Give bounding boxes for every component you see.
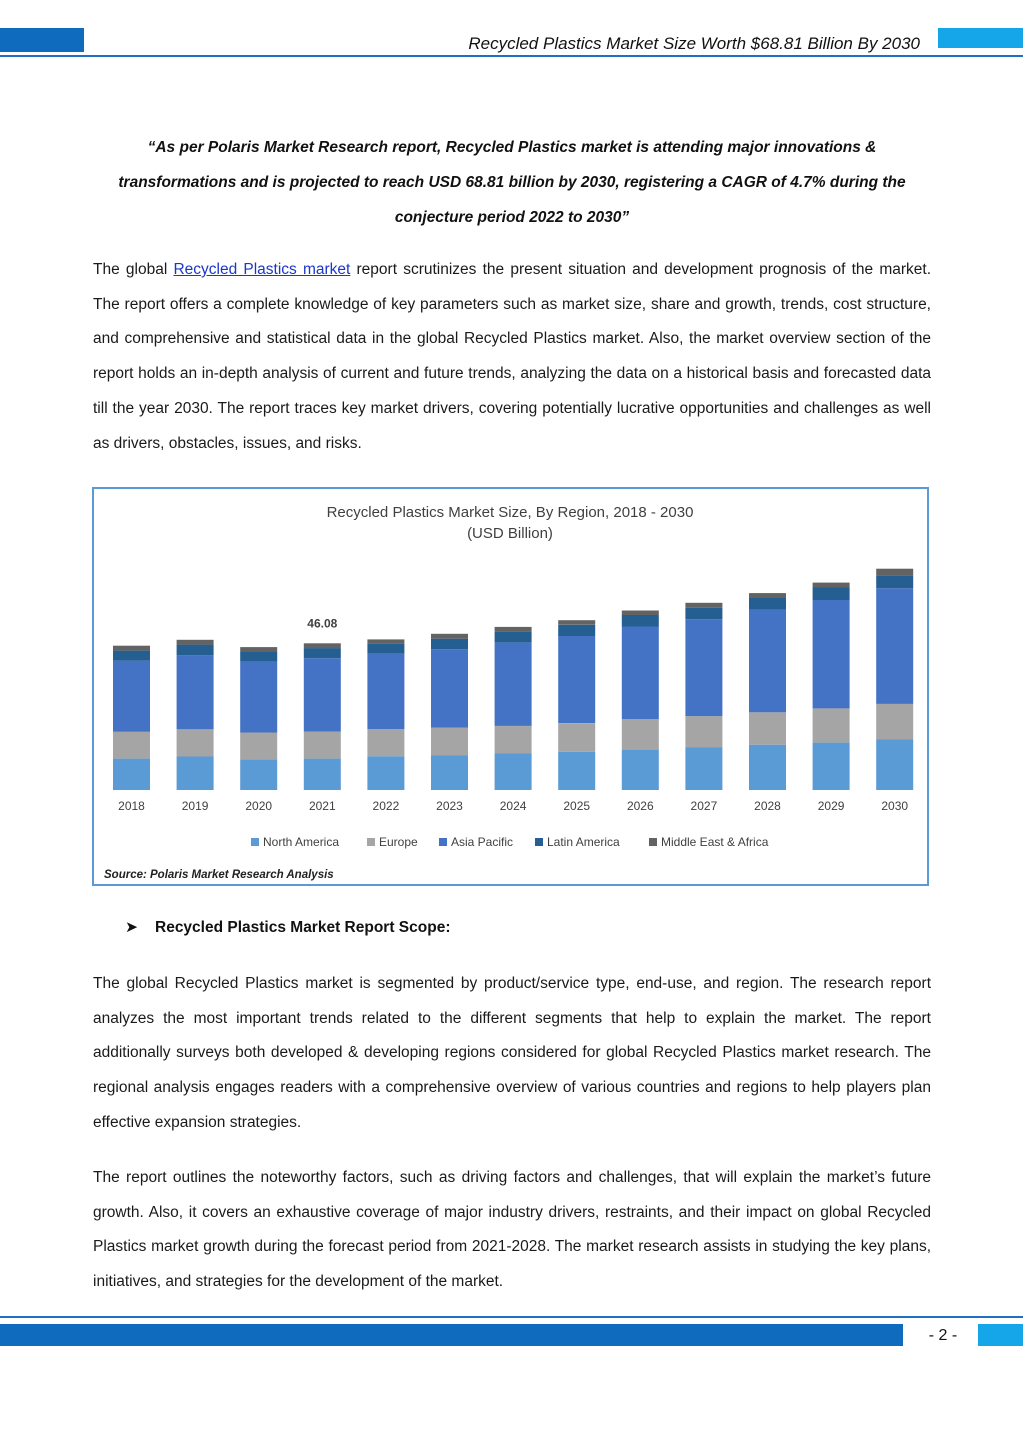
bar-2021-0 (304, 759, 341, 790)
x-tick-label: 2027 (690, 799, 718, 813)
legend-swatch (367, 838, 375, 846)
header-right-bar (938, 28, 1023, 48)
legend-label: Latin America (547, 835, 620, 849)
bar-2027-2 (685, 619, 722, 716)
bar-2029-3 (813, 588, 850, 601)
bar-2029-0 (813, 743, 850, 790)
footer-right-bar (978, 1324, 1023, 1346)
bar-2019-4 (177, 640, 214, 645)
bar-2025-4 (558, 620, 595, 625)
bar-2021-2 (304, 658, 341, 732)
header-rule (0, 55, 1023, 57)
bar-2026-4 (622, 611, 659, 616)
bar-2028-0 (749, 745, 786, 790)
bar-2018-3 (113, 651, 150, 661)
x-tick-label: 2025 (563, 799, 591, 813)
scope-heading (125, 918, 450, 937)
bar-2020-0 (240, 759, 277, 790)
market-link[interactable]: Recycled Plastics market (173, 261, 351, 278)
legend-label: Middle East & Africa (661, 835, 769, 849)
footer-rule (0, 1316, 1023, 1318)
arrow-bullet-icon: ➤ (125, 919, 138, 936)
bar-2023-2 (431, 649, 468, 727)
bar-2022-4 (367, 639, 404, 644)
scope-paragraph-1: The global Recycled Plastics market is segmented by product/service type, end-use, and region. The research report analyzes the most important trends related to the different segments that help to explain the market. The report additionally surveys both developed & developing regions considered for global Recycled Plastics market research. The regional analysis engages readers with a comprehensive overview of various countries and regions to help players plan effective expansion strategies. (93, 975, 931, 1131)
bar-2024-0 (495, 753, 532, 790)
bar-2020-3 (240, 652, 277, 661)
bar-2027-1 (685, 716, 722, 747)
bar-2023-4 (431, 634, 468, 639)
bar-2026-0 (622, 750, 659, 790)
bar-2019-3 (177, 645, 214, 656)
bar-2025-2 (558, 636, 595, 723)
bar-2023-3 (431, 639, 468, 650)
bar-2026-3 (622, 615, 659, 627)
bar-2023-0 (431, 755, 468, 790)
bar-2024-4 (495, 627, 532, 632)
scope-heading-text: Recycled Plastics Market Report Scope: (155, 919, 451, 936)
scope-paragraph-2: The report outlines the noteworthy factors, such as driving factors and challenges, that will explain the market’s future growth. Also, it covers an exhaustive coverage of major industry drivers, restraints, and their impact on global Recycled Plastics market growth during the forecast period from 2021-2028. The market research assists in studying the key plans, initiatives, and strategies for the development of the market. (93, 1169, 931, 1291)
header-left-bar (0, 28, 84, 52)
x-tick-label: 2020 (245, 799, 273, 813)
bar-2030-2 (876, 588, 913, 704)
page-number: - 2 - (928, 1327, 958, 1344)
bar-2019-2 (177, 655, 214, 729)
bar-2030-0 (876, 740, 913, 791)
bar-2022-2 (367, 654, 404, 729)
bar-2026-1 (622, 719, 659, 749)
chart-frame (92, 487, 929, 886)
legend-label: Asia Pacific (451, 835, 514, 849)
bar-2022-0 (367, 756, 404, 790)
bar-2029-4 (813, 583, 850, 588)
bar-2020-4 (240, 647, 277, 652)
x-tick-label: 2026 (626, 799, 654, 813)
highlight-quote: “As per Polaris Market Research report, Recycled Plastics market is attending major innovations & transformations and is projected to reach USD 68.81 billion by 2030, registering a CAGR of 4.7% during the conjecture period 2022 to 2030” (118, 139, 906, 226)
chart-subtitle: (USD Billion) (467, 525, 553, 542)
bar-2021-1 (304, 732, 341, 759)
bar-2025-0 (558, 752, 595, 790)
x-tick-label: 2030 (881, 799, 909, 813)
header-title: Recycled Plastics Market Size Worth $68.81 Billion By 2030 (468, 34, 920, 53)
legend-label: Europe (379, 835, 418, 849)
bar-2018-4 (113, 646, 150, 651)
bar-2027-4 (685, 603, 722, 608)
bar-2030-1 (876, 704, 913, 740)
bar-2029-2 (813, 600, 850, 708)
intro-paragraph (93, 253, 931, 461)
bar-2018-0 (113, 759, 150, 790)
bar-2018-1 (113, 732, 150, 759)
x-tick-label: 2028 (754, 799, 781, 813)
bar-2020-2 (240, 661, 277, 733)
x-tick-label: 2024 (499, 799, 527, 813)
bar-2021-4 (304, 643, 341, 648)
bar-2028-2 (749, 610, 786, 713)
data-label: 46.08 (307, 616, 338, 631)
bar-2021-3 (304, 648, 341, 658)
legend-swatch (535, 838, 543, 846)
bar-2028-3 (749, 598, 786, 610)
chart-source: Source: Polaris Market Research Analysis (104, 869, 334, 881)
bar-2024-1 (495, 726, 532, 753)
x-tick-label: 2018 (118, 799, 145, 813)
bar-2027-0 (685, 748, 722, 791)
x-tick-label: 2021 (308, 799, 336, 813)
legend-swatch (251, 838, 259, 846)
bar-2028-4 (749, 593, 786, 598)
bar-2019-0 (177, 757, 214, 791)
bar-2030-3 (876, 575, 913, 588)
bar-2022-1 (367, 729, 404, 756)
bar-2024-2 (495, 643, 532, 726)
stacked-bar-chart (94, 489, 927, 884)
bar-2019-1 (177, 729, 214, 756)
bar-2023-1 (431, 728, 468, 756)
x-tick-label: 2019 (181, 799, 209, 813)
x-tick-label: 2022 (372, 799, 400, 813)
legend-swatch (649, 838, 657, 846)
bar-2029-1 (813, 708, 850, 742)
x-tick-label: 2023 (436, 799, 463, 813)
bar-2025-1 (558, 723, 595, 752)
x-tick-label: 2029 (817, 799, 845, 813)
bar-2018-2 (113, 661, 150, 732)
bar-2024-3 (495, 632, 532, 643)
bar-2026-2 (622, 627, 659, 720)
bar-2025-3 (558, 625, 595, 636)
bar-2028-1 (749, 712, 786, 744)
bar-2027-3 (685, 608, 722, 620)
legend-swatch (439, 838, 447, 846)
bar-2020-1 (240, 733, 277, 760)
bar-2022-3 (367, 644, 404, 654)
legend-label: North America (263, 835, 340, 849)
footer-left-bar (0, 1324, 903, 1346)
bar-2030-4 (876, 569, 913, 576)
chart-title: Recycled Plastics Market Size, By Region, 2018 - 2030 (326, 504, 694, 521)
intro-prefix: The global (93, 261, 174, 278)
intro-text: report scrutinizes the present situation and development prognosis of the market. The report offers a complete knowledge of key parameters such as market size, share and growth, trends, cost structure, and comprehensive and statistical data in the global Recycled Plastics market. Also, the market overview section of the report holds an in-depth analysis of current and future trends, analyzing the data on a historical basis and forecasted data till the year 2030. The report traces key market drivers, covering potentially lucrative opportunities and challenges as well as drivers, obstacles, issues, and risks. (93, 261, 931, 452)
